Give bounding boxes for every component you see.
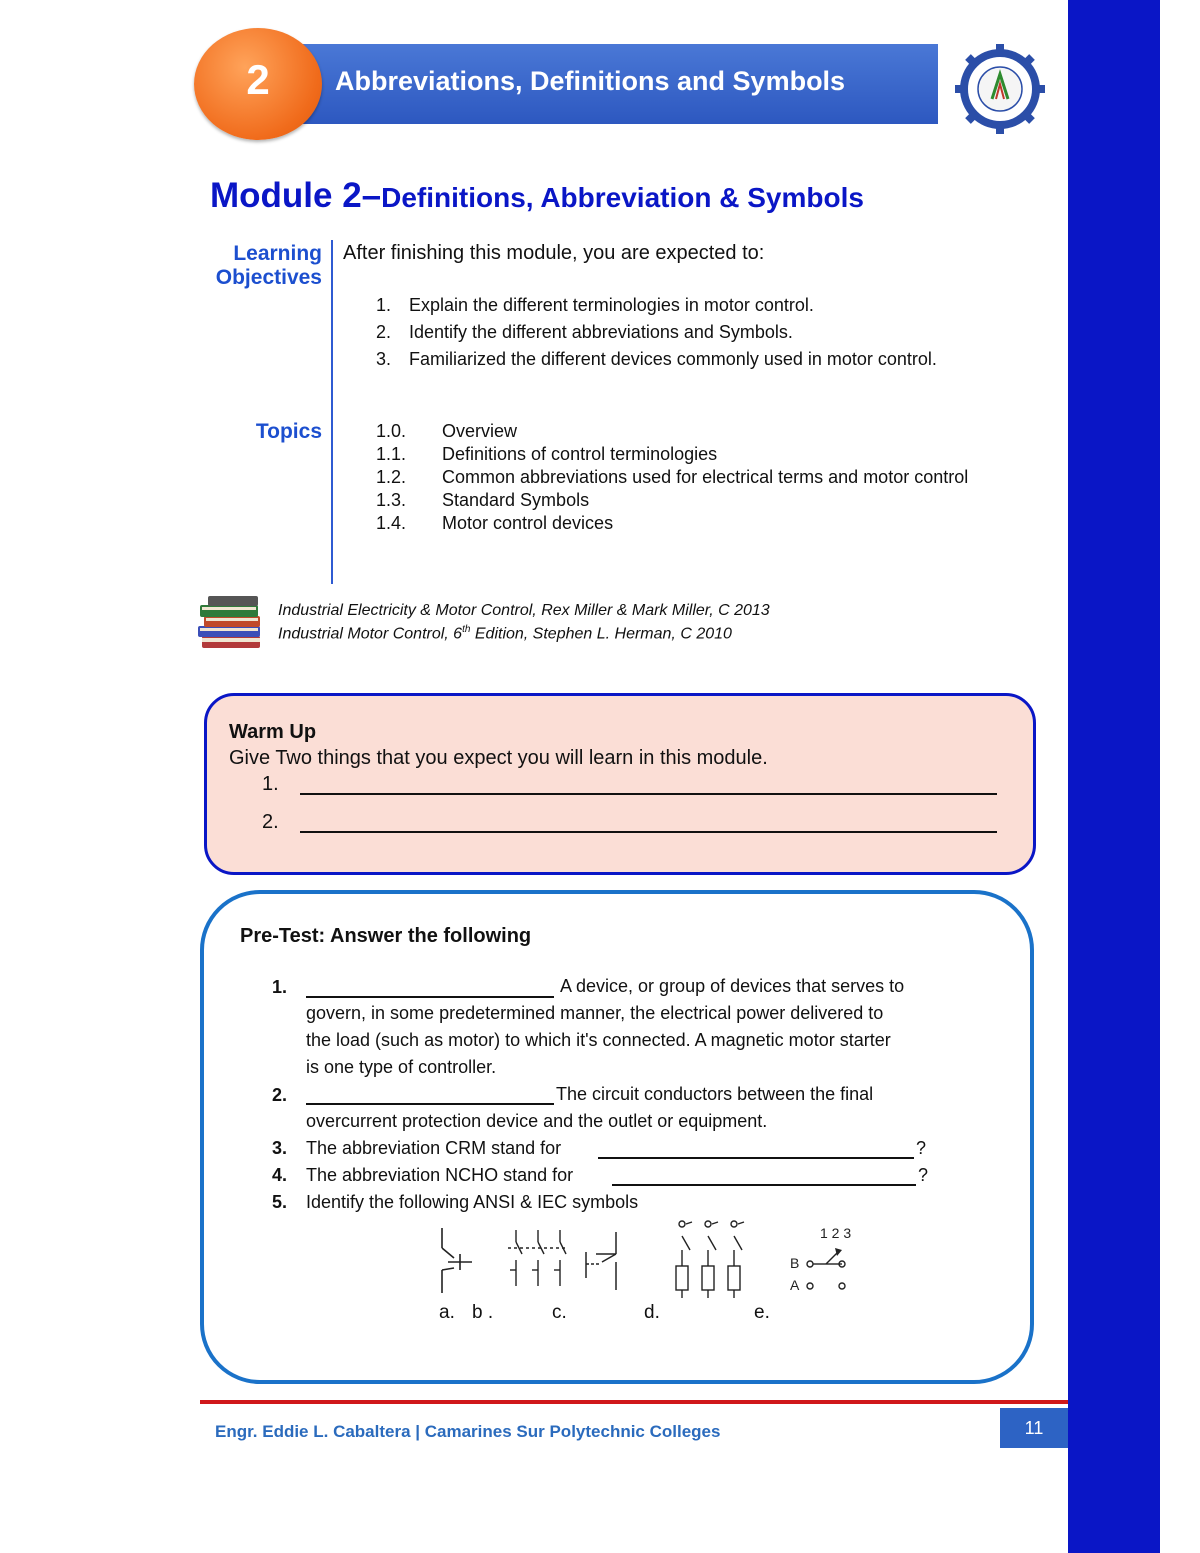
selector-a: A	[790, 1277, 800, 1293]
q2-text-2: overcurrent protection device and the outlet or equipment.	[306, 1111, 768, 1131]
q1-text-4: is one type of controller.	[306, 1057, 497, 1077]
q1-blank[interactable]	[306, 996, 554, 998]
warm-up-item-1: 1.	[262, 773, 279, 795]
q4-text: The abbreviation NCHO stand for	[306, 1165, 574, 1185]
learning-objectives-label	[200, 242, 322, 290]
answer-blank-1[interactable]	[300, 793, 997, 795]
warm-up-box	[204, 693, 1036, 875]
item-text: Familiarized the different devices commonly used in motor control.	[409, 349, 937, 369]
q2-blank[interactable]	[306, 1103, 554, 1105]
symbol-label-e: e.	[754, 1302, 770, 1323]
q2-text-1: The circuit conductors between the final	[556, 1084, 874, 1104]
q1-text-1: A device, or group of devices that serves to	[560, 976, 905, 996]
books-icon	[196, 592, 268, 654]
selector-b: B	[790, 1255, 800, 1271]
q3-number: 3.	[272, 1138, 288, 1158]
reference-2	[278, 620, 770, 643]
references	[278, 601, 770, 643]
label-line2: Objectives	[215, 266, 322, 289]
topics-list	[376, 420, 976, 535]
item-number: 3.	[376, 349, 392, 369]
symbol-b-three-pole-icon	[508, 1230, 568, 1286]
q5-number: 5.	[272, 1192, 288, 1212]
q2-number: 2.	[272, 1085, 288, 1105]
objectives-list	[376, 292, 956, 373]
reference-2-sup: th	[462, 624, 471, 635]
q5-text: Identify the following ANSI & IEC symbols	[306, 1192, 639, 1212]
q3-blank[interactable]	[598, 1157, 914, 1159]
list-item	[376, 443, 976, 466]
warm-up-title: Warm Up	[229, 721, 317, 743]
symbol-a-contact-icon	[442, 1228, 472, 1293]
list-item	[376, 466, 976, 489]
symbol-e-selector-icon	[790, 1225, 851, 1293]
item-number: 1.4.	[376, 513, 407, 533]
item-text: Identify the different abbreviations and Symbols.	[409, 322, 793, 342]
q4-question-mark: ?	[918, 1165, 929, 1185]
item-text: Definitions of control terminologies	[442, 444, 718, 464]
item-text: Standard Symbols	[442, 490, 590, 510]
warm-up-item-2: 2.	[262, 811, 279, 833]
warm-up-prompt: Give Two things that you expect you will learn in this module.	[229, 747, 768, 769]
reference-2-a: Industrial Motor Control, 6	[278, 625, 463, 643]
header-title: Abbreviations, Definitions and Symbols	[335, 66, 846, 96]
objectives-intro: After finishing this module, you are expected to:	[343, 242, 765, 264]
q3-question-mark: ?	[916, 1138, 927, 1158]
item-number: 1.2.	[376, 467, 407, 487]
symbol-label-b: b .	[472, 1302, 494, 1323]
divider-line	[331, 240, 333, 584]
module-title-main: Module 2–	[210, 176, 382, 215]
answer-blank-2[interactable]	[300, 831, 997, 833]
q1-text-3: the load (such as motor) to which it's connected. A magnetic motor starter	[306, 1030, 891, 1050]
electrical-symbols	[430, 1218, 870, 1308]
symbol-d-fused-switch-icon	[676, 1221, 744, 1298]
college-seal-icon	[952, 44, 1048, 134]
symbol-label-c: c.	[552, 1302, 567, 1323]
list-item	[376, 319, 956, 346]
page-number: 11	[1000, 1408, 1068, 1448]
list-item	[376, 292, 956, 319]
topics-label: Topics	[255, 420, 322, 443]
item-number: 1.0.	[376, 421, 407, 441]
q3-text: The abbreviation CRM stand for	[306, 1138, 562, 1158]
selector-numbers: 1 2 3	[820, 1225, 852, 1241]
reference-2-b: Edition, Stephen L. Herman, C 2010	[470, 625, 732, 643]
module-number: 2	[246, 56, 270, 103]
q1-text-2: govern, in some predetermined manner, the electrical power delivered to	[306, 1003, 884, 1023]
list-item	[376, 489, 976, 512]
label-line1: Learning	[233, 242, 322, 265]
symbol-label-a: a.	[439, 1302, 455, 1323]
footer-author: Engr. Eddie L. Cabaltera | Camarines Sur Polytechnic Colleges	[215, 1422, 721, 1441]
list-item	[376, 346, 956, 373]
q1-number: 1.	[272, 977, 288, 997]
list-item	[376, 420, 976, 443]
symbol-c-pushbutton-icon	[586, 1232, 616, 1290]
item-text: Motor control devices	[442, 513, 614, 533]
item-text: Explain the different terminologies in motor control.	[409, 295, 814, 315]
symbol-label-d: d.	[644, 1302, 660, 1323]
item-text: Common abbreviations used for electrical terms and motor control	[442, 467, 969, 487]
module-title	[210, 176, 864, 216]
right-side-bar	[1068, 0, 1160, 1553]
item-number: 2.	[376, 322, 392, 342]
q4-blank[interactable]	[612, 1184, 916, 1186]
reference-1: Industrial Electricity & Motor Control, Rex Miller & Mark Miller, C 2013	[278, 602, 770, 619]
q4-number: 4.	[272, 1165, 288, 1185]
item-number: 1.3.	[376, 490, 407, 510]
pretest-title: Pre-Test: Answer the following	[240, 925, 532, 947]
item-number: 1.1.	[376, 444, 407, 464]
module-title-rest: Definitions, Abbreviation & Symbols	[381, 182, 864, 213]
item-text: Overview	[442, 421, 518, 441]
footer-divider	[200, 1400, 1068, 1404]
list-item	[376, 512, 976, 535]
item-number: 1.	[376, 295, 392, 315]
